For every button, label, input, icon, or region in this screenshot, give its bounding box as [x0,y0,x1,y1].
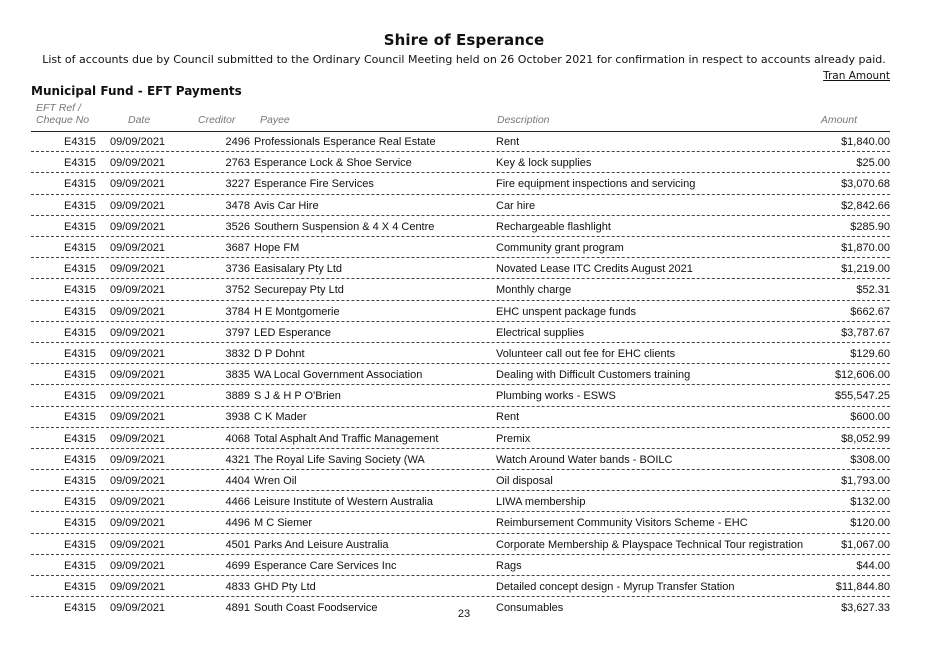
cell-payee: H E Montgomerie [254,305,340,318]
column-header-creditor: Creditor [198,114,236,126]
cell-amount: $44.00 [856,559,890,572]
table-row [31,132,890,152]
cell-date: 09/09/2021 [110,496,166,509]
cell-ref: E4315 [64,496,96,509]
cell-description: Dealing with Difficult Customers training [496,369,691,382]
cell-amount: $1,793.00 [841,475,890,487]
cell-amount: $3,627.33 [841,602,890,615]
cell-date: 09/09/2021 [110,199,166,212]
column-header-amount: Amount [820,114,857,126]
column-header-payee: Payee [260,114,290,126]
cell-creditor: 3687 [225,241,250,254]
cell-ref: E4315 [64,369,96,382]
cell-creditor: 3526 [225,220,250,233]
cell-amount: $52.31 [856,284,890,297]
cell-amount: $25.00 [856,157,890,170]
cell-description: Reimbursement Community Visitors Scheme - EHC [496,517,748,530]
column-header-ref [36,102,89,126]
table-row [31,535,890,555]
table-row [31,174,890,194]
table-row [31,365,890,385]
cell-payee: M C Siemer [254,517,313,530]
cell-amount: $662.67 [850,305,890,318]
cell-ref: E4315 [64,475,96,487]
cell-description: Key & lock supplies [496,157,592,170]
cell-creditor: 3227 [225,178,250,191]
cell-payee: Professionals Esperance Real Estate [254,136,436,148]
cell-description: Novated Lease ITC Credits August 2021 [496,263,693,276]
table-row [31,450,890,470]
cell-amount: $1,219.00 [841,263,890,276]
cell-date: 09/09/2021 [110,453,166,466]
table-row [31,344,890,364]
cell-date: 09/09/2021 [110,411,166,424]
cell-amount: $12,606.00 [834,369,890,382]
cell-ref: E4315 [64,241,96,254]
table-row [31,217,890,237]
cell-creditor: 4699 [225,559,250,572]
cell-ref: E4315 [64,305,96,318]
cell-payee: LED Esperance [254,326,332,339]
cell-ref: E4315 [64,263,96,276]
cell-date: 09/09/2021 [110,580,166,593]
cell-amount: $3,787.67 [841,326,890,339]
cell-description: Oil disposal [496,475,553,487]
cell-amount: $1,840.00 [841,136,890,148]
cell-ref: E4315 [64,157,96,170]
page-number: 23 [457,608,471,620]
cell-date: 09/09/2021 [110,305,166,318]
cell-ref: E4315 [64,602,96,615]
cell-payee: South Coast Foodservice [254,602,378,615]
cell-payee: Wren Oil [254,475,297,487]
table-row [31,153,890,173]
cell-ref: E4315 [64,220,96,233]
cell-creditor: 4321 [225,453,250,466]
table-row [31,556,890,576]
cell-creditor: 3784 [225,305,250,318]
cell-payee: Southern Suspension & 4 X 4 Centre [254,220,435,233]
cell-creditor: 4068 [225,432,250,445]
cell-description: Fire equipment inspections and servicing [496,178,696,191]
cell-creditor: 3736 [225,263,250,276]
table-row [31,259,890,279]
cell-description: Car hire [496,199,536,212]
fund-heading: Municipal Fund - EFT Payments [31,84,242,98]
cell-description: Volunteer call out fee for EHC clients [496,347,676,360]
cell-ref: E4315 [64,432,96,445]
cell-payee: The Royal Life Saving Society (WA [254,453,425,466]
cell-ref: E4315 [64,538,96,551]
cell-description: Consumables [496,602,564,615]
cell-creditor: 4466 [225,496,250,509]
cell-creditor: 4501 [225,538,250,551]
cell-description: Monthly charge [496,284,572,297]
table-row [31,471,890,491]
cell-payee: Esperance Lock & Shoe Service [254,157,412,170]
cell-payee: Easisalary Pty Ltd [254,263,343,276]
cell-amount: $132.00 [850,496,890,509]
cell-amount: $285.90 [850,220,890,233]
cell-amount: $600.00 [850,411,890,424]
cell-amount: $308.00 [850,453,890,466]
cell-creditor: 3752 [225,284,250,297]
table-header [31,101,890,132]
cell-payee: Esperance Fire Services [254,178,374,191]
cell-creditor: 3797 [225,326,250,339]
cell-date: 09/09/2021 [110,263,166,276]
cell-payee: Securepay Pty Ltd [254,284,344,297]
cell-creditor: 4891 [225,602,250,615]
cell-creditor: 3478 [225,199,250,212]
cell-ref: E4315 [64,411,96,424]
cell-amount: $1,870.00 [841,241,890,254]
cell-payee: Leisure Institute of Western Australia [254,496,433,509]
column-header-ref-line1: EFT Ref / [36,102,81,114]
cell-ref: E4315 [64,517,96,530]
cell-description: Electrical supplies [496,326,585,339]
tran-amount-label: Tran Amount [823,70,890,82]
cell-date: 09/09/2021 [110,432,166,445]
page-title: Shire of Esperance [383,31,545,49]
cell-date: 09/09/2021 [110,178,166,191]
cell-date: 09/09/2021 [110,517,166,530]
cell-amount: $2,842.66 [841,199,890,212]
cell-date: 09/09/2021 [110,284,166,297]
cell-date: 09/09/2021 [110,538,166,551]
table-row [31,577,890,597]
cell-payee: GHD Pty Ltd [254,580,316,593]
cell-ref: E4315 [64,347,96,360]
cell-amount: $55,547.25 [834,390,890,403]
cell-amount: $120.00 [850,517,890,530]
table-row [31,196,890,216]
cell-payee: Total Asphalt And Traffic Management [254,432,439,445]
cell-description: Corporate Membership & Playspace Technical Tour registration [496,538,804,551]
cell-description: Rent [496,136,520,148]
cell-payee: Avis Car Hire [254,199,319,212]
cell-description: Plumbing works - ESWS [496,390,616,403]
cell-amount: $8,052.99 [841,432,890,445]
table-row [31,302,890,322]
cell-ref: E4315 [64,390,96,403]
cell-amount: $3,070.68 [841,178,890,191]
cell-description: Rent [496,411,520,424]
cell-payee: C K Mader [254,411,307,424]
cell-ref: E4315 [64,580,96,593]
cell-description: Premix [496,432,531,445]
cell-payee: Esperance Care Services Inc [254,559,397,572]
cell-payee: S J & H P O'Brien [254,390,341,403]
cell-creditor: 2496 [225,136,250,148]
cell-creditor: 4833 [225,580,250,593]
column-header-ref-line2: Cheque No [36,114,90,126]
cell-description: Rechargeable flashlight [496,220,611,233]
cell-ref: E4315 [64,559,96,572]
cell-ref: E4315 [64,326,96,339]
cell-amount: $129.60 [850,347,890,360]
cell-amount: $1,067.00 [841,538,890,551]
cell-description: EHC unspent package funds [496,305,637,318]
cell-creditor: 3938 [225,411,250,424]
cell-date: 09/09/2021 [110,326,166,339]
payments-table-body [31,132,890,618]
cell-date: 09/09/2021 [110,157,166,170]
cell-date: 09/09/2021 [110,241,166,254]
cell-creditor: 3835 [225,369,250,382]
cell-description: Community grant program [496,241,624,254]
table-row [31,407,890,427]
table-row [31,429,890,449]
cell-amount: $11,844.80 [835,580,890,593]
cell-description: Detailed concept design - Myrup Transfer Station [496,580,735,593]
cell-ref: E4315 [64,136,96,148]
cell-ref: E4315 [64,199,96,212]
table-row [31,513,890,533]
cell-date: 09/09/2021 [110,136,166,148]
cell-payee: WA Local Government Association [254,369,423,382]
cell-date: 09/09/2021 [110,220,166,233]
cell-creditor: 2763 [225,157,250,170]
cell-date: 09/09/2021 [110,390,166,403]
column-header-description: Description [497,114,550,126]
cell-creditor: 4404 [225,475,250,487]
cell-ref: E4315 [64,178,96,191]
table-row [31,492,890,512]
cell-payee: Hope FM [254,241,300,254]
cell-date: 09/09/2021 [110,559,166,572]
table-row [31,280,890,300]
cell-date: 09/09/2021 [110,475,166,487]
cell-ref: E4315 [64,453,96,466]
cell-creditor: 4496 [225,517,250,530]
cell-date: 09/09/2021 [110,602,166,615]
table-row [31,386,890,406]
cell-description: Rags [496,559,522,572]
cell-payee: Parks And Leisure Australia [254,538,389,551]
cell-ref: E4315 [64,284,96,297]
page-subtitle: List of accounts due by Council submitted to the Ordinary Council Meeting held on 26 October 2021 for confirmation in respect to accounts already paid. [42,53,886,66]
table-row [31,323,890,343]
cell-description: Watch Around Water bands - BOILC [496,453,673,466]
cell-description: LIWA membership [496,496,586,509]
cell-date: 09/09/2021 [110,369,166,382]
table-row [31,238,890,258]
cell-creditor: 3832 [225,347,250,360]
cell-creditor: 3889 [225,390,250,403]
cell-payee: D P Dohnt [254,347,305,360]
column-header-date: Date [128,114,151,126]
cell-date: 09/09/2021 [110,347,166,360]
